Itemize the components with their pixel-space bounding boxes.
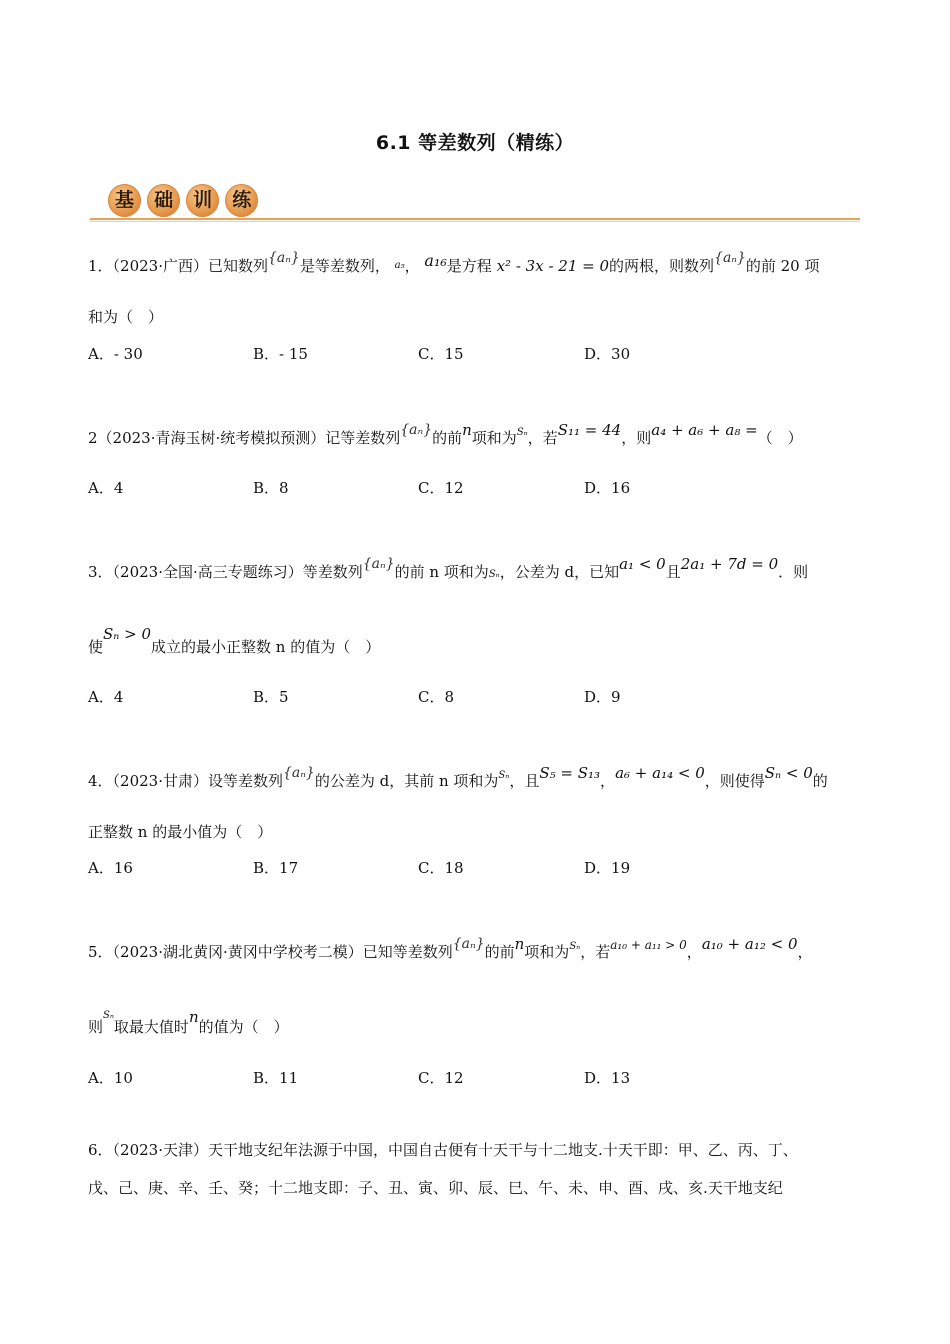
math-seq-an: {aₙ} bbox=[452, 936, 485, 952]
option-d: D．13 bbox=[584, 1069, 631, 1087]
option-a: A．10 bbox=[88, 1069, 133, 1087]
question-2-line-1: 2（2023·青海玉树·统考模拟预测）记等差数列{aₙ}的前n项和为$^{S_n}$，若S₁₁ = 44，则a₄ + a₆ + a₈ =（ ） bbox=[88, 421, 803, 447]
math-s11: S₁₁ = 44 bbox=[557, 421, 622, 439]
question-6-line-2: 戊、己、庚、辛、壬、癸；十二地支即：子、丑、寅、卯、辰、巳、午、未、申、酉、戌、亥.天干地支纪 bbox=[88, 1179, 783, 1197]
option-c: C．12 bbox=[418, 479, 464, 497]
math-a6-a14: a₆ + a₁₄ < 0 bbox=[615, 764, 705, 782]
math-seq-an: {aₙ} bbox=[714, 250, 746, 266]
math-sn: Sₙ bbox=[516, 427, 528, 438]
option-b: B．5 bbox=[253, 688, 289, 706]
math-equation: x² - 3x - 21 = 0 bbox=[496, 257, 610, 275]
question-4-line-1: 4．（2023·甘肃）设等差数列{aₙ}的公差为 d，其前 n 项和为$^{S_n}$，且S₅ = S₁₃，a₆ + a₁₄ < 0，则使得Sₙ < 0的 bbox=[88, 764, 828, 790]
option-a: A．- 30 bbox=[88, 345, 143, 363]
option-d: D．19 bbox=[584, 859, 631, 877]
math-seq-an: {aₙ} bbox=[362, 556, 395, 572]
page-title: 6.1 等差数列（精练） bbox=[375, 132, 575, 154]
question-1-line-1: 1．（2023·广西）已知数列{aₙ}是等差数列， $^{a_5}$， a₁₆是方程 x² - 3x - 21 = 0的两根，则数列{aₙ}的前 20 项 bbox=[88, 250, 820, 275]
math-a16: a₁₆ bbox=[424, 251, 447, 270]
option-d: D．30 bbox=[584, 345, 631, 363]
option-b: B．11 bbox=[253, 1069, 299, 1087]
math-s5-s13: S₅ = S₁₃ bbox=[539, 764, 601, 782]
option-b: B．- 15 bbox=[253, 345, 308, 363]
option-a: A．4 bbox=[88, 479, 124, 497]
question-1-line-2: 和为（ ） bbox=[88, 308, 164, 326]
math-sn: Sₙ bbox=[103, 1010, 114, 1021]
question-3-line-1: 3．（2023·全国·高三专题练习）等差数列{aₙ}的前 n 项和为Sₙ，公差为 d，已知a₁ < 0且2a₁ + 7d = 0．则 bbox=[88, 555, 809, 581]
option-d: D．16 bbox=[584, 479, 631, 497]
option-a: A．4 bbox=[88, 688, 124, 706]
math-n: n bbox=[514, 935, 525, 953]
math-sn: Sₙ bbox=[498, 770, 510, 781]
question-6-line-1: 6．（2023·天津）天干地支纪年法源于中国，中国自古便有十天干与十二地支.十天干即：甲、乙、丙、丁、 bbox=[88, 1141, 798, 1159]
math-sn-lt-0: Sₙ < 0 bbox=[764, 764, 813, 782]
math-a10-a12: a₁₀ + a₁₂ < 0 bbox=[701, 935, 798, 953]
math-seq-an: {aₙ} bbox=[283, 765, 315, 781]
banner-char: 练 bbox=[225, 184, 258, 217]
banner-char: 训 bbox=[186, 184, 219, 217]
option-b: B．17 bbox=[253, 859, 299, 877]
question-5-line-2: 则$^{S_n}$取最大值时n的值为（ ） bbox=[88, 1008, 289, 1036]
math-2a1-7d: 2a₁ + 7d = 0 bbox=[680, 555, 779, 573]
section-divider-thin bbox=[90, 221, 860, 222]
math-sn: Sₙ bbox=[488, 569, 500, 580]
math-sum-a4-a6-a8: a₄ + a₆ + a₈ = bbox=[651, 421, 758, 439]
option-c: C．15 bbox=[418, 345, 464, 363]
math-a1-lt-0: a₁ < 0 bbox=[619, 555, 666, 573]
option-d: D．9 bbox=[584, 688, 621, 706]
section-divider bbox=[90, 218, 860, 220]
question-3-line-2: 使Sₙ > 0成立的最小正整数 n 的值为（ ） bbox=[88, 625, 381, 656]
question-4-line-2: 正整数 n 的最小值为（ ） bbox=[88, 823, 273, 841]
section-banner bbox=[108, 184, 259, 220]
banner-char: 基 bbox=[108, 184, 141, 217]
math-a5: a₅ bbox=[394, 260, 405, 271]
option-c: C．18 bbox=[418, 859, 464, 877]
math-sn: Sₙ bbox=[569, 941, 581, 952]
option-a: A．16 bbox=[88, 859, 133, 877]
math-n: n bbox=[188, 1008, 199, 1026]
math-a10-a11: a₁₀ + a₁₁ > 0 bbox=[610, 938, 687, 952]
math-seq-an: {aₙ} bbox=[268, 250, 300, 266]
option-b: B．8 bbox=[253, 479, 289, 497]
option-c: C．12 bbox=[418, 1069, 464, 1087]
question-5-line-1: 5．（2023·湖北黄冈·黄冈中学校考二模）已知等差数列{aₙ}的前n项和为$^{S_n}$，若$^{a_{10} + a_{11} > 0}$，a₁₀ + a₁₂ < 0， bbox=[88, 935, 813, 961]
option-c: C．8 bbox=[418, 688, 455, 706]
math-n: n bbox=[462, 421, 472, 439]
math-seq-an: {aₙ} bbox=[400, 422, 433, 438]
banner-char: 础 bbox=[147, 184, 180, 217]
math-sn-gt-0: Sₙ > 0 bbox=[103, 625, 152, 643]
